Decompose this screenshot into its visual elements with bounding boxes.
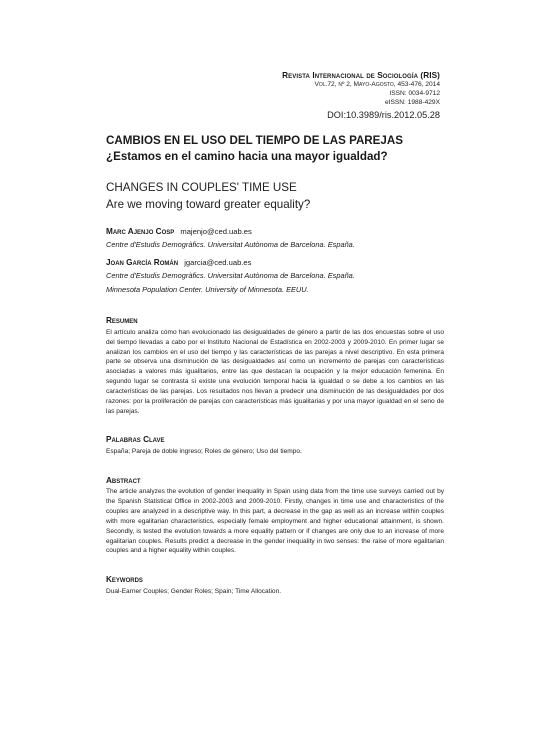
- journal-name: Revista Internacional de Sociología (RIS): [282, 71, 440, 80]
- resumen-text: El artículo analiza cómo han evolucionado las desigualdades de género a partir de las dos encuestas sobre el uso del tiempo llevadas a cabo por el Instituto Nacional de Estadística en 2002-2003 y 2009-2010. En primer lugar se analizan los cambios en el uso del tiempo y las características de las parejas a nivel descriptivo. En esta primera parte se observa una disminución de las desigualdades así como un incremento de parejas con características asociadas a valores más igualitarios, entre las que destacan la ocupación y la mejor educación femenina. En segundo lugar se contrasta si existe una evolución temporal hacia la igualdad o se debe a los cambios en las características de las parejas. Los resultados nos llevan a predecir una disminución de las desigualdades por dos razones: por la proliferación de parejas con características más igualitarias y por una mayor igualdad en el seno de las parejas.: [106, 329, 444, 415]
- journal-doi[interactable]: DOI:10.3989/ris.2012.05.28: [327, 109, 440, 120]
- author-email[interactable]: jgarcia@ced.uab.es: [184, 258, 252, 268]
- abstract-text: The article analyzes the evolution of gender inequality in Spain using data from the time use surveys carried out by the Spanish Statistical Office in 2002-2003 and 2009-2010. Firstly, changes in time use and characteristics of the couples are analyzed in a descriptive way. In this part, a decrease in the gap as well as an increase within couples with more egalitarian characteristics, especially female employment and higher educational attainment, is shown. Secondly, is tested the evolution towards a more equality pattern or if changes are only due to an increase of more egalitarian couples. Results predict a decrease in the gender inequality in two senses: the raise of more egalitarian couples and a higher equality within couples.: [106, 488, 444, 555]
- journal-issn: ISSN: 0034-9712: [389, 89, 440, 97]
- author-line: [106, 225, 444, 238]
- keywords-heading: Keywords: [106, 575, 143, 585]
- author-2: [106, 256, 444, 297]
- journal-volume: Vol.72, nº 2, Mayo-Agosto, 453-476, 2014: [314, 80, 440, 88]
- author-affiliation: Centre d'Estudis Demogràfics. Universitat Autònoma de Barcelona. España.: [106, 240, 355, 250]
- keywords-section: [106, 575, 444, 596]
- author-affiliation: Minnesota Population Center. University of Minnesota. EEUU.: [106, 285, 309, 295]
- resumen-section: [106, 316, 444, 416]
- author-email[interactable]: majenjo@ced.uab.es: [180, 226, 252, 236]
- author-name: Marc Ajenjo Cosp: [106, 226, 175, 236]
- journal-header: [282, 71, 440, 121]
- palabras-clave-section: [106, 435, 444, 456]
- author-name: Joan García Román: [106, 258, 179, 268]
- subtitle-english: Are we moving toward greater equality?: [106, 197, 311, 211]
- journal-eissn: eISSN: 1988-429X: [385, 98, 440, 106]
- subtitle-spanish: ¿Estamos en el camino hacia una mayor igualdad?: [106, 150, 388, 164]
- palabras-clave-heading: Palabras Clave: [106, 435, 165, 445]
- keywords-text: Dual-Earner Couples; Gender Roles; Spain; Time Allocation.: [106, 587, 282, 595]
- abstract-heading: Abstract: [106, 475, 141, 485]
- author-1: [106, 225, 444, 252]
- article-front-matter: [106, 133, 444, 597]
- abstract-section: [106, 476, 444, 556]
- author-affiliation: Centre d'Estudis Demogràfics. Universitat Autònoma de Barcelona. España.: [106, 271, 355, 281]
- resumen-heading: Resumen: [106, 316, 138, 326]
- author-line: [106, 256, 444, 269]
- title-english: CHANGES IN COUPLES' TIME USE: [106, 181, 297, 195]
- title-spanish: CAMBIOS EN EL USO DEL TIEMPO DE LAS PAREJAS: [106, 134, 403, 147]
- palabras-clave-text: España; Pareja de doble ingreso; Roles de género; Uso del tiempo.: [106, 447, 302, 455]
